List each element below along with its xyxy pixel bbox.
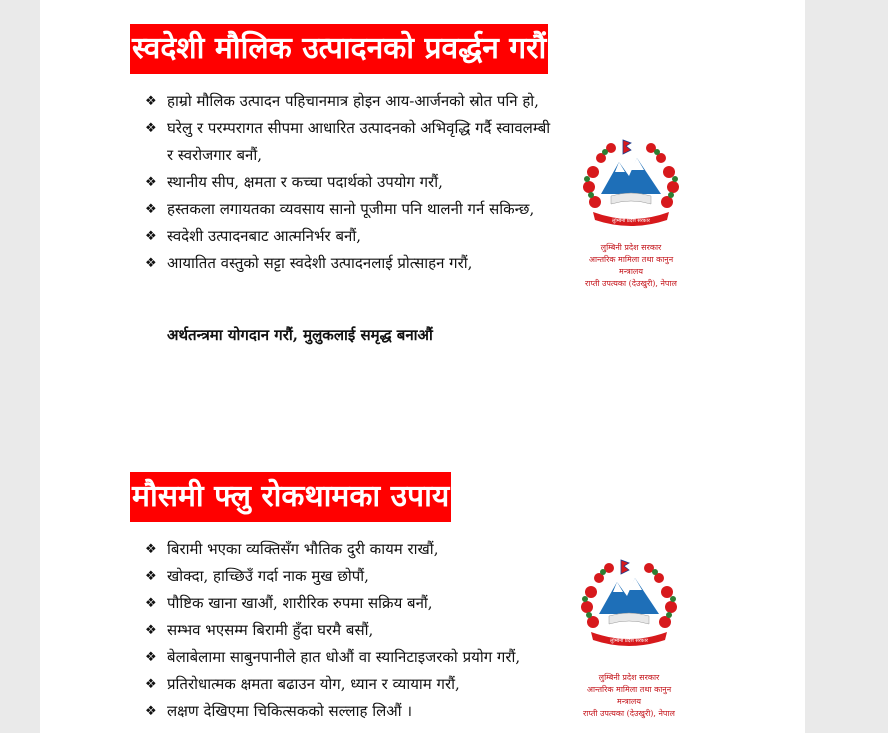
list-item: ❖ हाम्रो मौलिक उत्पादन पहिचानमात्र होइन आय-आर्जनको स्रोत पनि हो, — [145, 88, 595, 115]
bullet-icon: ❖ — [145, 175, 157, 190]
nepal-emblem-icon — [569, 552, 689, 652]
bullet-icon: ❖ — [145, 704, 157, 719]
bullet-icon: ❖ — [145, 94, 157, 109]
seal-caption — [566, 242, 696, 290]
list-item: ❖ आयातित वस्तुको सट्टा स्वदेशी उत्पादनलाई प्रोत्साहन गरौं, — [145, 250, 595, 277]
list-item: ❖ स्थानीय सीप, क्षमता र कच्चा पदार्थको उपयोग गरौं, — [145, 169, 595, 196]
bullet-icon: ❖ — [145, 256, 157, 271]
list-item: ❖ घरेलु र परम्परागत सीपमा आधारित उत्पादनको अभिवृद्धि गर्दै स्वावलम्बी र स्वरोजगार बनौं, — [145, 115, 557, 169]
document-page — [40, 0, 805, 733]
seal-line: मन्त्रालय — [619, 267, 643, 276]
list-item: ❖ सम्भव भएसम्म बिरामी हुँदा घरमै बसौं, — [145, 617, 575, 644]
bullet-icon: ❖ — [145, 623, 157, 638]
bullet-icon: ❖ — [145, 596, 157, 611]
list-item: ❖ स्वदेशी उत्पादनबाट आत्मनिर्भर बनौं, — [145, 223, 595, 250]
list-item: ❖ बिरामी भएका व्यक्तिसँग भौतिक दुरी कायम राखौं, — [145, 536, 575, 563]
list-item: ❖ हस्तकला लगायतका व्यवसाय सानो पूजीमा पनि थालनी गर्न सकिन्छ, — [145, 196, 547, 223]
section2-heading: मौसमी फ्लु रोकथामका उपाय — [130, 472, 451, 522]
emblem-ring-text: लुम्बिनी प्रदेश सरकार — [610, 638, 648, 644]
list-item: ❖ लक्षण देखिएमा चिकित्सकको सल्लाह लिऔं । — [145, 698, 575, 725]
section2-list — [145, 536, 575, 725]
bullet-icon: ❖ — [145, 542, 157, 557]
bullet-icon: ❖ — [145, 229, 157, 244]
list-item: ❖ पौष्टिक खाना खाऔं, शारीरिक रुपमा सक्रिय बनौं, — [145, 590, 575, 617]
bullet-icon: ❖ — [145, 202, 157, 217]
seal-line: राप्ती उपत्यका (देउखुरी), नेपाल — [585, 279, 677, 288]
bullet-icon: ❖ — [145, 569, 157, 584]
seal-line: लुम्बिनी प्रदेश सरकार — [598, 673, 660, 682]
list-item: ❖ खोक्दा, हाच्छिउँ गर्दा नाक मुख छोपौं, — [145, 563, 575, 590]
seal-line: मन्त्रालय — [617, 697, 641, 706]
bullet-icon: ❖ — [145, 121, 157, 136]
seal-line: लुम्बिनी प्रदेश सरकार — [600, 243, 662, 252]
bullet-icon: ❖ — [145, 650, 157, 665]
bullet-icon: ❖ — [145, 677, 157, 692]
seal-caption — [564, 672, 694, 720]
seal-line: आन्तरिक मामिला तथा कानुन — [588, 255, 674, 264]
list-item: ❖ बेलाबेलामा साबुनपानीले हात धोऔं वा स्यानिटाइजरको प्रयोग गरौं, — [145, 644, 575, 671]
list-item: ❖ प्रतिरोधात्मक क्षमता बढाउन योग, ध्यान र व्यायाम गरौं, — [145, 671, 575, 698]
seal-line: राप्ती उपत्यका (देउखुरी), नेपाल — [583, 709, 675, 718]
emblem-ring-text: लुम्बिनी प्रदेश सरकार — [612, 218, 650, 224]
nepal-emblem-icon — [571, 132, 691, 232]
section1-heading: स्वदेशी मौलिक उत्पादनको प्रवर्द्धन गरौं — [130, 24, 548, 74]
section1-conclusion: अर्थतन्त्रमा योगदान गरौं, मुलुकलाई समृद्ध बनाऔं — [167, 326, 433, 344]
seal-line: आन्तरिक मामिला तथा कानुन — [586, 685, 672, 694]
section1-list — [145, 88, 595, 277]
